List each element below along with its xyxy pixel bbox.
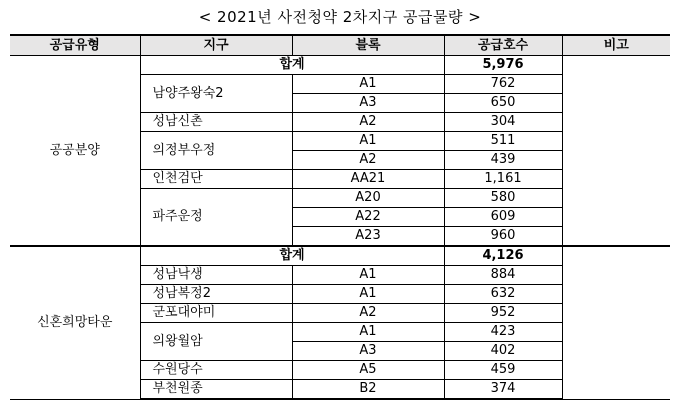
district-cell: 의정부우정 xyxy=(140,132,292,170)
header-district: 지구 xyxy=(140,35,292,56)
block-cell: A22 xyxy=(292,208,444,227)
block-cell: A2 xyxy=(292,151,444,170)
total-row xyxy=(10,56,670,75)
units-cell: 439 xyxy=(444,151,562,170)
district-cell: 수원당수 xyxy=(140,361,292,380)
district-cell: 인천검단 xyxy=(140,170,292,189)
district-cell: 의왕월암 xyxy=(140,323,292,361)
total-row xyxy=(10,246,670,266)
units-cell: 1,161 xyxy=(444,170,562,189)
block-cell: A3 xyxy=(292,342,444,361)
total-value: 4,126 xyxy=(444,246,562,266)
district-cell: 군포대야미 xyxy=(140,304,292,323)
header-units: 공급호수 xyxy=(444,35,562,56)
units-cell: 459 xyxy=(444,361,562,380)
units-cell: 762 xyxy=(444,75,562,94)
units-cell: 304 xyxy=(444,113,562,132)
supply-table xyxy=(10,34,670,400)
block-cell: A1 xyxy=(292,266,444,285)
block-cell: A2 xyxy=(292,113,444,132)
block-cell: A23 xyxy=(292,227,444,247)
total-label: 합계 xyxy=(140,56,444,75)
note-cell xyxy=(562,246,670,399)
district-cell: 성남낙생 xyxy=(140,266,292,285)
header-note: 비고 xyxy=(562,35,670,56)
units-cell: 423 xyxy=(444,323,562,342)
units-cell: 952 xyxy=(444,304,562,323)
units-cell: 650 xyxy=(444,94,562,113)
block-cell: A5 xyxy=(292,361,444,380)
supply-type-cell: 공공분양 xyxy=(10,56,140,247)
units-cell: 511 xyxy=(444,132,562,151)
supply-type-cell: 신혼희망타운 xyxy=(10,246,140,399)
block-cell: A1 xyxy=(292,285,444,304)
units-cell: 960 xyxy=(444,227,562,247)
units-cell: 580 xyxy=(444,189,562,208)
header-block: 블록 xyxy=(292,35,444,56)
units-cell: 609 xyxy=(444,208,562,227)
block-cell: A1 xyxy=(292,132,444,151)
block-cell: A1 xyxy=(292,75,444,94)
header-supply-type: 공급유형 xyxy=(10,35,140,56)
units-cell: 884 xyxy=(444,266,562,285)
district-cell: 파주운정 xyxy=(140,189,292,247)
units-cell: 402 xyxy=(444,342,562,361)
units-cell: 632 xyxy=(444,285,562,304)
block-cell: A1 xyxy=(292,323,444,342)
district-cell: 남양주왕숙2 xyxy=(140,75,292,113)
block-cell: A20 xyxy=(292,189,444,208)
district-cell: 성남복정2 xyxy=(140,285,292,304)
block-cell: B2 xyxy=(292,380,444,400)
district-cell: 성남신촌 xyxy=(140,113,292,132)
note-cell xyxy=(562,56,670,247)
total-label: 합계 xyxy=(140,246,444,266)
district-cell: 부천원종 xyxy=(140,380,292,400)
block-cell: A2 xyxy=(292,304,444,323)
block-cell: A3 xyxy=(292,94,444,113)
table-title: < 2021년 사전청약 2차지구 공급물량 > xyxy=(198,8,482,26)
units-cell: 374 xyxy=(444,380,562,400)
header-row xyxy=(10,35,670,56)
total-value: 5,976 xyxy=(444,56,562,75)
block-cell: AA21 xyxy=(292,170,444,189)
